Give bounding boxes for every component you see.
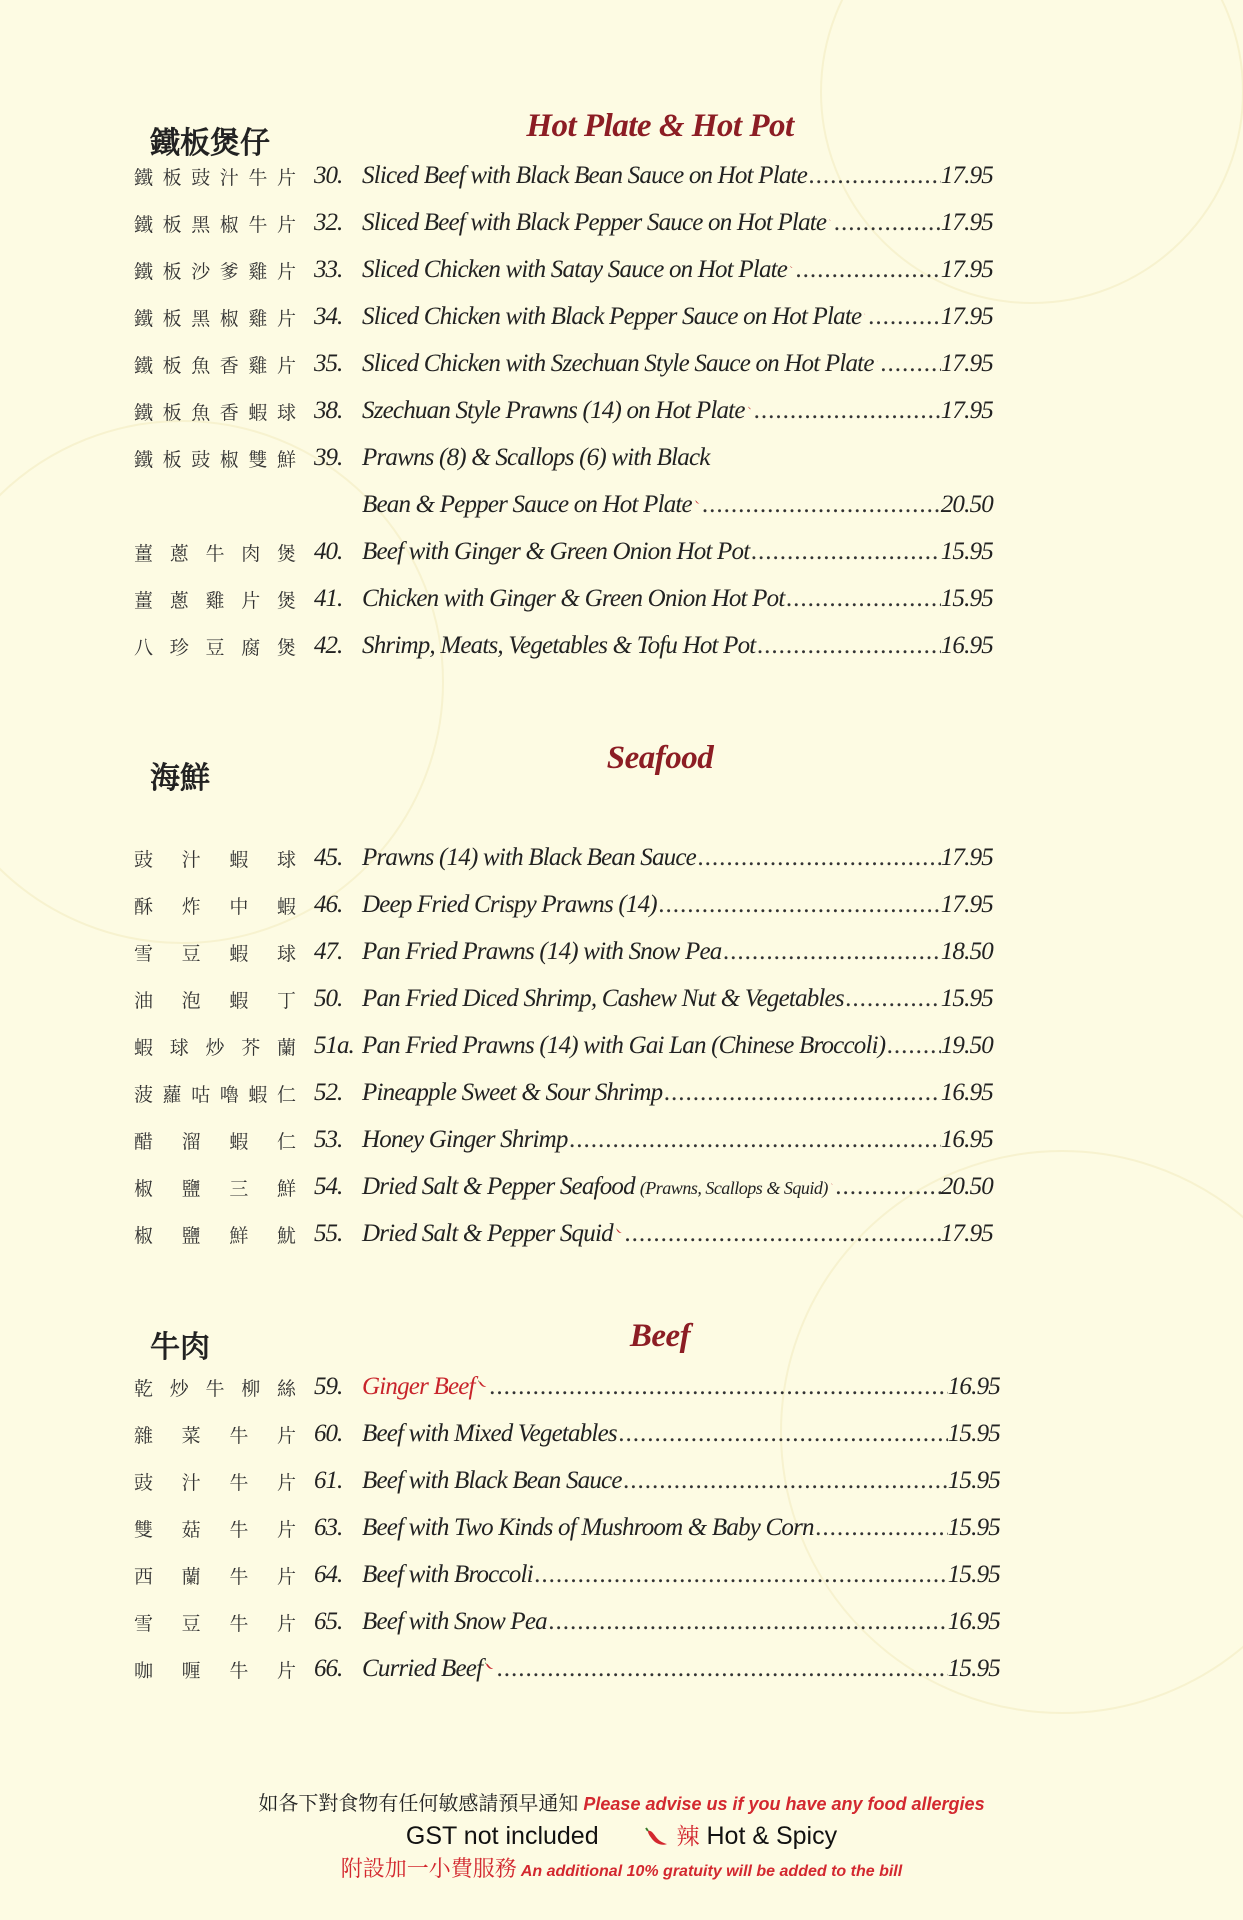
leader-dots [619,1420,948,1448]
menu-item [0,438,1243,478]
menu-item-price: 17.95 [940,162,993,189]
menu-item [0,1214,1243,1254]
leader-dots [625,1220,941,1248]
menu-item-description: Honey Ginger Shrimp [362,1126,568,1153]
menu-item-number: 33. [314,256,343,283]
menu-item-cn-name: 雙 菇 牛 片 [134,1518,296,1541]
menu-item-line [362,209,993,237]
menu-item-cn-name: 酥 炸 中 蝦 [134,895,296,918]
chili-pepper-icon [864,304,865,324]
leader-dots [535,1561,948,1589]
chili-pepper-icon [790,257,793,277]
menu-item-description: Deep Fried Crispy Prawns (14) [362,891,657,918]
menu-item-line [362,1126,993,1154]
menu-item-cn-name: 鐵 板 黑 椒 雞 片 [134,307,296,330]
leader-dots [723,938,940,966]
menu-item-line [362,1561,1000,1589]
menu-item-number: 35. [314,350,343,377]
menu-item [0,1555,1243,1595]
menu-item-line [362,632,993,660]
chili-pepper-icon [877,351,878,371]
menu-item-price: 15.95 [947,1561,1000,1588]
menu-item [0,250,1243,290]
leader-dots [698,844,941,872]
leader-dots [757,632,940,660]
menu-item-number: 45. [314,844,343,871]
menu-item-number: 64. [314,1561,343,1588]
menu-item-line [362,303,993,331]
gst-note: GST not included [405,1822,599,1850]
menu-item [0,344,1243,384]
menu-item [0,1073,1243,1113]
menu-item-cn-name: 椒 鹽 鮮 魷 [134,1224,296,1247]
menu-item-number: 38. [314,397,343,424]
chili-pepper-icon [616,1221,622,1241]
menu-item-description: Pineapple Sweet & Sour Shrimp [362,1079,663,1106]
leader-dots [834,209,940,237]
menu-item [0,1120,1243,1160]
menu-item-price: 17.95 [940,350,993,377]
menu-item [0,391,1243,431]
leader-dots [754,397,940,425]
menu-item-description: Pan Fried Prawns (14) with Gai Lan (Chinese Broccoli) [362,1032,886,1059]
menu-item-cn-name: 鐵 板 魚 香 雞 片 [134,354,296,377]
leader-dots [703,491,941,519]
leader-dots [497,1655,948,1683]
leader-dots [836,1173,941,1201]
menu-item-line [362,585,993,613]
menu-item-cn-name: 鐵 板 豉 汁 牛 片 [134,166,296,189]
menu-item-line [362,397,993,425]
allergy-notice-en: Please advise us if you have any food allergies [583,1794,985,1814]
gratuity-notice-en: An additional 10% gratuity will be added to the bill [520,1863,903,1880]
menu-item [0,1461,1243,1501]
chili-pepper-icon [831,1174,833,1194]
leader-dots [846,985,941,1013]
menu-item-description: Sliced Chicken with Black Pepper Sauce on Hot Plate [362,303,862,330]
section-title-cn: 鐵板煲仔 [150,126,270,161]
leader-dots [570,1126,941,1154]
menu-item [0,203,1243,243]
menu-item-number: 39. [314,444,343,471]
menu-item-number: 40. [314,538,343,565]
menu-item-price: 15.95 [947,1467,1000,1494]
leader-dots [549,1608,948,1636]
menu-item-cn-name: 油 泡 蝦 丁 [134,989,296,1012]
leader-dots [659,891,941,919]
menu-item-description-note: (Prawns, Scallops & Squid) [639,1178,828,1198]
menu-item-line [362,1655,1000,1683]
menu-item-price: 16.95 [940,1079,993,1106]
menu-item [0,297,1243,337]
menu-item [0,838,1243,878]
menu-item-cn-name: 鐵 板 沙 爹 雞 片 [134,260,296,283]
menu-item-description: Ginger Beef [362,1373,475,1400]
menu-item-line [362,985,993,1013]
menu-item-price: 15.95 [947,1420,1000,1447]
menu-item [0,626,1243,666]
menu-item-number: 54. [314,1173,343,1200]
menu-item-description: Beef with Two Kinds of Mushroom & Baby Corn [362,1514,814,1541]
allergy-notice [0,1787,1243,1816]
menu-item-price: 16.95 [940,632,993,659]
menu-item [0,532,1243,572]
menu-item-price: 17.95 [940,256,993,283]
menu-item-price: 17.95 [940,1220,993,1247]
leader-dots [809,162,941,190]
menu-item-line [362,1514,1000,1542]
menu-item-number: 47. [314,938,343,965]
menu-item-price: 17.95 [940,891,993,918]
menu-item-price: 16.95 [947,1608,1000,1635]
menu-item [0,156,1243,196]
menu-item-cn-name: 椒 鹽 三 鮮 [134,1177,296,1200]
menu-item-description: Szechuan Style Prawns (14) on Hot Plate [362,397,745,424]
menu-item-number: 52. [314,1079,343,1106]
menu-item-cn-name: 雪 豆 蝦 球 [134,942,296,965]
leader-dots [786,585,940,613]
menu-item-line [362,1032,993,1060]
allergy-notice-cn: 如各下對食物有任何敏感請預早通知 [258,1791,579,1815]
menu-item-description: Beef with Broccoli [362,1561,533,1588]
menu-item-line [362,491,993,519]
menu-item [0,979,1243,1019]
menu-item-price: 17.95 [940,397,993,424]
menu-item [0,1414,1243,1454]
leader-dots [490,1373,948,1401]
menu-item-number: 50. [314,985,343,1012]
spicy-legend-en: Hot & Spicy [706,1822,838,1850]
menu-item-cn-name: 乾 炒 牛 柳 絲 [134,1377,296,1400]
menu-item-price: 15.95 [940,985,993,1012]
menu-item-description: Chicken with Ginger & Green Onion Hot Pot [362,585,785,612]
menu-item-cn-name: 薑 蔥 牛 肉 煲 [134,542,296,565]
menu-item-line [362,891,993,919]
leader-dots [751,538,940,566]
menu-item-price: 20.50 [940,491,993,518]
menu-item-line [362,1420,1000,1448]
menu-item-number: 65. [314,1608,343,1635]
menu-item-cn-name: 鐵 板 魚 香 蝦 球 [134,401,296,424]
menu-item-description: Pan Fried Diced Shrimp, Cashew Nut & Vegetables [362,985,844,1012]
menu-item-price: 15.95 [940,585,993,612]
menu-item-price: 18.50 [940,938,993,965]
menu-item-price: 17.95 [940,303,993,330]
menu-item-cn-name: 咖 喱 牛 片 [134,1659,296,1682]
menu-item-description: Pan Fried Prawns (14) with Snow Pea [362,938,722,965]
menu-item-cn-name: 薑 蔥 雞 片 煲 [134,589,296,612]
menu-item-line [362,350,993,378]
menu-item [0,579,1243,619]
menu-item-line [362,1467,1000,1495]
section-title-cn: 牛肉 [150,1330,210,1365]
menu-item-price: 15.95 [947,1514,1000,1541]
menu-item-price: 20.50 [940,1173,993,1200]
menu-item-number: 51a. [314,1032,354,1059]
menu-item-description: Beef with Mixed Vegetables [362,1420,617,1447]
menu-item-price: 17.95 [940,209,993,236]
menu-item-description: Beef with Ginger & Green Onion Hot Pot [362,538,750,565]
menu-item-description: Dried Salt & Pepper Squid [362,1220,613,1247]
menu-item-number: 42. [314,632,343,659]
menu-item-number: 60. [314,1420,343,1447]
section-title-en: Hot Plate & Hot Pot [526,108,794,144]
section-title-en: Seafood [606,740,714,776]
menu-item-price: 17.95 [940,844,993,871]
menu-item-number: 61. [314,1467,343,1494]
chili-pepper-icon [478,1374,487,1394]
menu-item-description: Beef with Snow Pea [362,1608,547,1635]
menu-item-cn-name: 雜 菜 牛 片 [134,1424,296,1447]
menu-item-number: 30. [314,162,343,189]
menu-item-line [362,444,993,472]
menu-item [0,885,1243,925]
menu-item-number: 34. [314,303,343,330]
menu-item-number: 41. [314,585,343,612]
menu-item-number: 66. [314,1655,343,1682]
section-title-en: Beef [629,1318,691,1354]
spicy-legend-cn: 辣 [676,1824,700,1850]
menu-item-number: 55. [314,1220,343,1247]
menu-item [0,1167,1243,1207]
menu-item-line [362,1220,993,1248]
menu-item-line [362,538,993,566]
menu-item-line [362,938,993,966]
menu-item-price: 16.95 [947,1373,1000,1400]
leader-dots [816,1514,948,1542]
menu-item-cn-name: 雪 豆 牛 片 [134,1612,296,1635]
menu-item-price: 15.95 [947,1655,1000,1682]
menu-item-description: Sliced Beef with Black Pepper Sauce on Hot Plate [362,209,827,236]
chili-pepper-icon [695,492,700,512]
menu-item-cn-name: 豉 汁 牛 片 [134,1471,296,1494]
leader-dots [887,1032,940,1060]
menu-item [0,1602,1243,1642]
menu-item-cn-name: 豉 汁 蝦 球 [134,848,296,871]
menu-item-number: 63. [314,1514,343,1541]
menu-item-line [362,256,993,284]
menu-item-cn-name: 鐵 板 黑 椒 牛 片 [134,213,296,236]
menu-item-cn-name: 菠 蘿 咕 嚕 蝦 仁 [134,1083,296,1106]
leader-dots [881,350,941,378]
chili-pepper-icon [645,1827,669,1847]
menu-item-number: 46. [314,891,343,918]
leader-dots [664,1079,940,1107]
menu-item-line [362,1173,993,1201]
menu-item-description-continued: Bean & Pepper Sauce on Hot Plate [362,491,692,518]
leader-dots [624,1467,948,1495]
menu-item-description: Beef with Black Bean Sauce [362,1467,622,1494]
menu-item-line [362,844,993,872]
menu-item-cn-name: 蝦 球 炒 芥 蘭 [134,1036,296,1059]
menu-item-description: Sliced Beef with Black Bean Sauce on Hot Plate [362,162,807,189]
menu-item-cn-name: 西 蘭 牛 片 [134,1565,296,1588]
chili-pepper-icon [748,398,752,418]
menu-item [0,932,1243,972]
menu-item-line [362,1079,993,1107]
gratuity-notice [0,1852,1243,1883]
menu-item-number: 32. [314,209,343,236]
menu-item-cn-name: 醋 溜 蝦 仁 [134,1130,296,1153]
gratuity-notice-cn: 附設加一小費服務 [340,1857,517,1882]
menu-item-cn-name: 鐵 板 豉 椒 雙 鮮 [134,448,296,471]
menu-item-description: Shrimp, Meats, Vegetables & Tofu Hot Pot [362,632,756,659]
tax-and-spicy-legend [0,1818,1243,1851]
menu-item-continuation [0,485,1243,525]
menu-item [0,1367,1243,1407]
menu-item-number: 53. [314,1126,343,1153]
menu-item-description: Curried Beef [362,1655,483,1682]
menu-item-description: Sliced Chicken with Satay Sauce on Hot Plate [362,256,788,283]
section-title-cn: 海鮮 [150,761,210,796]
leader-dots [796,256,941,284]
menu-item-price: 19.50 [940,1032,993,1059]
menu-item-description: Prawns (14) with Black Bean Sauce [362,844,696,871]
menu-item-line [362,1373,1000,1401]
menu-item [0,1026,1243,1066]
chili-pepper-icon [485,1656,494,1676]
menu-item-line [362,162,993,190]
leader-dots [869,303,941,331]
menu-item-price: 15.95 [940,538,993,565]
menu-item-price: 16.95 [940,1126,993,1153]
menu-item-description: Prawns (8) & Scallops (6) with Black [362,444,710,471]
chili-pepper-icon [829,210,831,230]
menu-item [0,1649,1243,1689]
menu-item-description: Sliced Chicken with Szechuan Style Sauce on Hot Plate [362,350,874,377]
menu-item-line [362,1608,1000,1636]
menu-item-number: 59. [314,1373,343,1400]
menu-item [0,1508,1243,1548]
menu-item-description: Dried Salt & Pepper Seafood [362,1173,635,1200]
menu-item-cn-name: 八 珍 豆 腐 煲 [134,636,296,659]
